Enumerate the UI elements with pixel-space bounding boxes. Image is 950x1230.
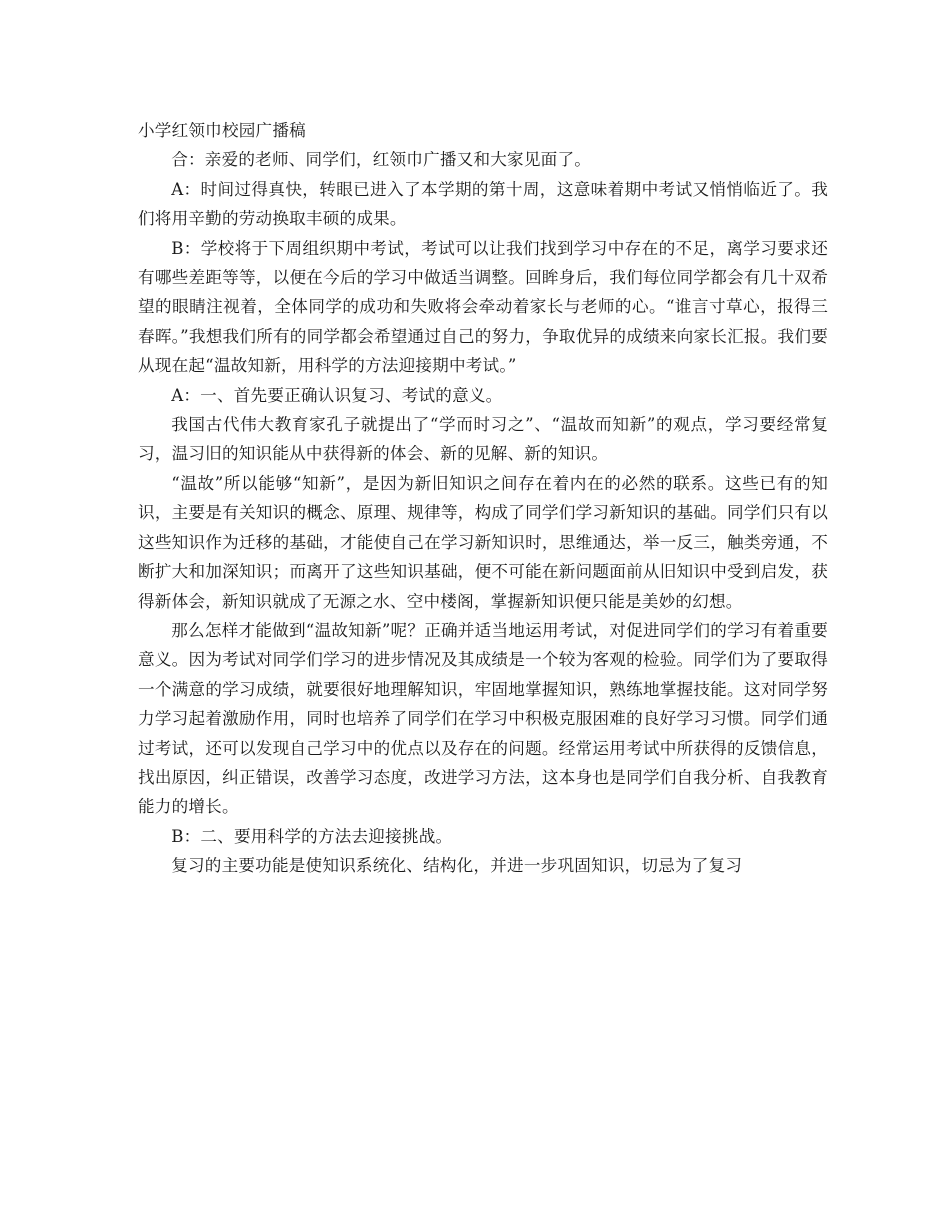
document-title: 小学红领巾校园广播稿 (138, 121, 306, 140)
paragraph-a-intro: A：时间过得真快，转眼已进入了本学期的第十周，这意味着期中考试又悄悄临近了。我们将用辛勤的劳动换取丰硕的成果。 (138, 179, 828, 229)
paragraph-b-exam: B：学校将于下周组织期中考试，考试可以让我们找到学习中存在的不足，离学习要求还有哪些差距等等，以便在今后的学习中做适当调整。回眸身后，我们每位同学都会有几十双希望的眼睛注视着，全体同学的成功和失败将会牵动着家长与老师的心。“谁言寸草心，报得三春晖。”我想我们所有的同学都会希望通过自己的努力，争取优异的成绩来向家长汇报。我们要从现在起“温故知新，用科学的方法迎接期中考试。” (138, 238, 828, 376)
paragraph-review-knowledge: “温故”所以能够“知新”，是因为新旧知识之间存在着内在的必然的联系。这些已有的知识，主要是有关知识的概念、原理、规律等，构成了同学们学习新知识的基础。同学们只有以这些知识作为迁移的基础，才能使自己在学习新知识时，思维通达，举一反三，触类旁通，不断扩大和加深知识；而离开了这些知识基础，便不可能在新问题面前从旧知识中受到启发，获得新体会，新知识就成了无源之水、空中楼阁，掌握新知识便只能是美妙的幻想。 (138, 473, 828, 611)
paragraph-exam-significance: 那么怎样才能做到“温故知新”呢？正确并适当地运用考试，对促进同学们的学习有着重要意义。因为考试对同学们学习的进步情况及其成绩是一个较为客观的检验。同学们为了要取得一个满意的学习成绩，就要很好地理解知识，牢固地掌握知识，熟练地掌握技能。这对同学努力学习起着激励作用，同时也培养了同学们在学习中积极克服困难的良好学习习惯。同学们通过考试，还可以发现自己学习中的优点以及存在的问题。经常运用考试中所获得的反馈信息，找出原因，纠正错误，改善学习态度，改进学习方法，这本身也是同学们自我分析、自我教育能力的增长。 (138, 620, 828, 817)
paragraph-review-function: 复习的主要功能是使知识系统化、结构化，并进一步巩固知识，切忌为了复习 (171, 856, 743, 876)
paragraph-greeting: 合：亲爱的老师、同学们，红领巾广播又和大家见面了。 (171, 150, 592, 170)
paragraph-a-section-one: A：一、首先要正确认识复习、考试的意义。 (171, 385, 503, 405)
paragraph-confucius: 我国古代伟大教育家孔子就提出了“学而时习之”、“温故而知新”的观点，学习要经常复习，温习旧的知识能从中获得新的体会、新的见解、新的知识。 (138, 415, 828, 464)
document-body (138, 116, 828, 881)
paragraph-b-section-two: B：二、要用科学的方法去迎接挑战。 (171, 826, 453, 846)
